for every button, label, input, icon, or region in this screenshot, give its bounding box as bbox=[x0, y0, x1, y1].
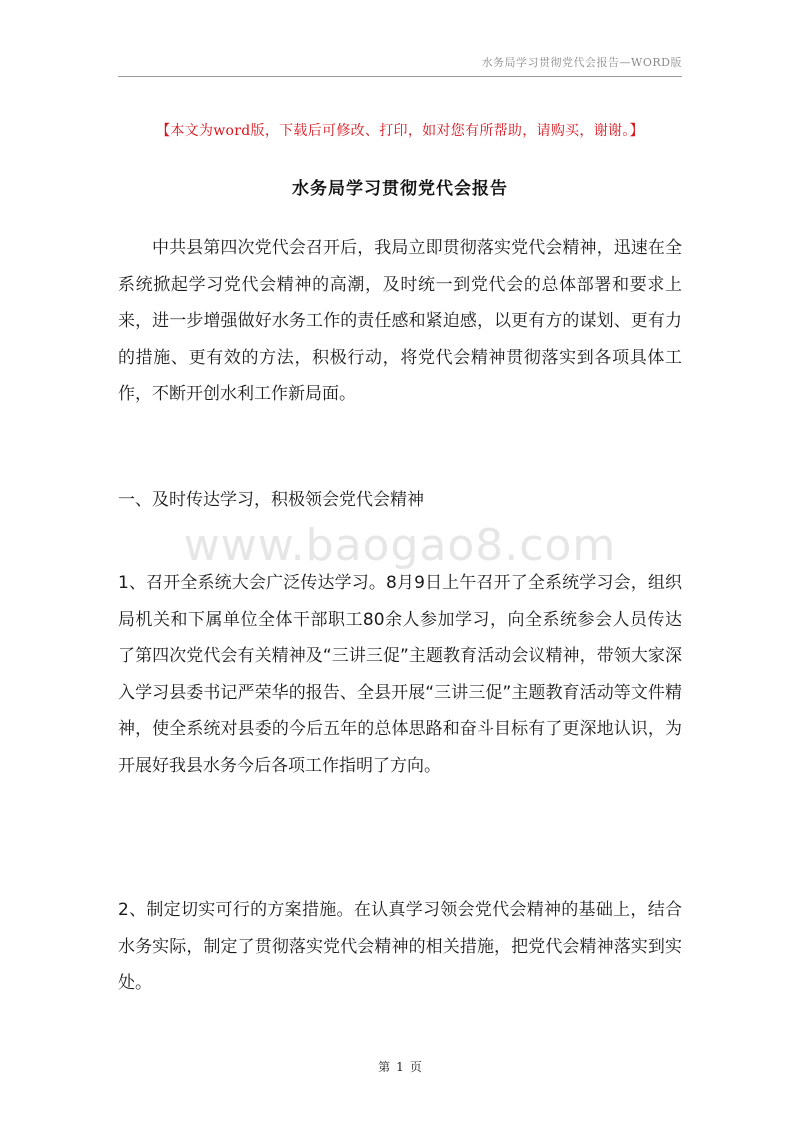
intro-paragraph: 中共县第四次党代会召开后，我局立即贯彻落实党代会精神，迅速在全系统掀起学习党代会精神的高潮，及时统一到党代会的总体部署和要求上来，进一步增强做好水务工作的责任感和紧迫感，以更有方的谋划、更有力的措施、更有效的方法，积极行动，将党代会精神贯彻落实到各项具体工作，不断开创水利工作新局面。 bbox=[118, 238, 682, 404]
page-footer bbox=[0, 1058, 800, 1075]
watermark-text: www.baogao8.com bbox=[183, 520, 617, 571]
running-header-title: 水务局学习贯彻党代会报告—WORD版 bbox=[481, 56, 682, 69]
footer-prefix: 第 bbox=[378, 1060, 391, 1074]
purchase-notice: 【本文为word版，下载后可修改、打印，如对您有所帮助，请购买，谢谢。】 bbox=[156, 123, 644, 139]
list-item-2: 2、制定切实可行的方案措施。在认真学习领会党代会精神的基础上，结合水务实际，制定了贯彻落实党代会精神的相关措施，把党代会精神落实到实处。 bbox=[118, 900, 682, 993]
header-divider bbox=[118, 76, 682, 77]
document-title: 水务局学习贯彻党代会报告 bbox=[292, 179, 508, 199]
list-item-1: 1、召开全系统大会广泛传达学习。8月9日上午召开了全系统学习会，组织局机关和下属单位全体干部职工80余人参加学习，向全系统参会人员传达了第四次党代会有关精神及“三讲三促”主题教育活动会议精神，带领大家深入学习县委书记严荣华的报告、全县开展“三讲三促”主题教育活动等文件精神，使全系统对县委的今后五年的总体思路和奋斗目标有了更深地认识，为开展好我县水务今后各项工作指明了方向。 bbox=[118, 573, 682, 776]
page-number: 1 bbox=[396, 1060, 404, 1074]
footer-suffix: 页 bbox=[409, 1060, 422, 1074]
section-heading: 一、及时传达学习，积极领会党代会精神 bbox=[118, 490, 424, 510]
